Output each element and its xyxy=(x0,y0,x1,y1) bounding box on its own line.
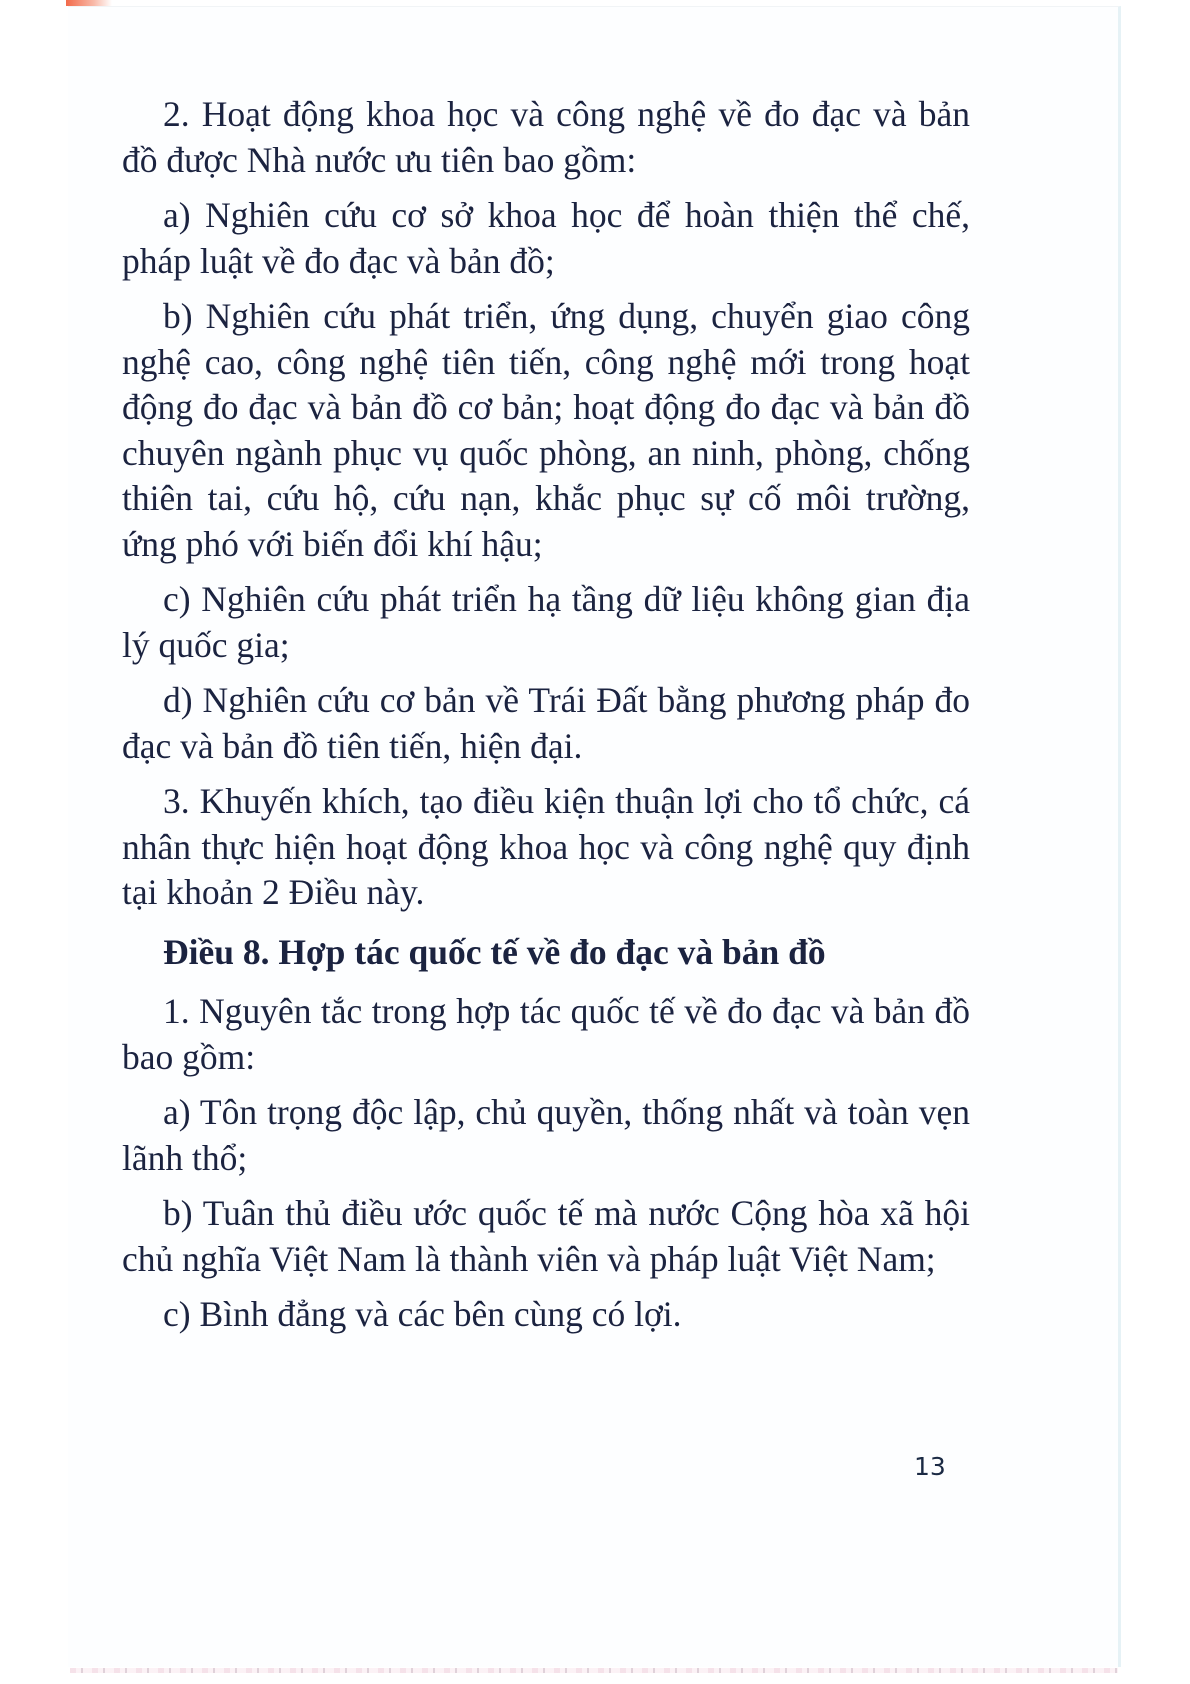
paragraph-article8-clause-1c: c) Bình đẳng và các bên cùng có lợi. xyxy=(163,1294,682,1334)
paragraph-article8-clause-1: 1. Nguyên tắc trong hợp tác quốc tế về đo đạc và bản đồ bao gồm: xyxy=(122,991,970,1077)
page-number: 13 xyxy=(914,1452,946,1481)
paragraph-clause-2: 2. Hoạt động khoa học và công nghệ về đo đạc và bản đồ được Nhà nước ưu tiên bao gồm: xyxy=(122,94,970,180)
paragraph-clause-2d: d) Nghiên cứu cơ bản về Trái Đất bằng phương pháp đo đạc và bản đồ tiên tiến, hiện đại. xyxy=(122,680,970,766)
paragraph-article8-clause-1a: a) Tôn trọng độc lập, chủ quyền, thống nhất và toàn vẹn lãnh thổ; xyxy=(122,1092,970,1178)
article-heading: Điều 8. Hợp tác quốc tế về đo đạc và bản đồ xyxy=(163,931,826,972)
paragraph-clause-2a: a) Nghiên cứu cơ sở khoa học để hoàn thiện thể chế, pháp luật về đo đạc và bản đồ; xyxy=(122,195,970,281)
paragraph-clause-3: 3. Khuyến khích, tạo điều kiện thuận lợi cho tổ chức, cá nhân thực hiện hoạt động khoa học và công nghệ quy định tại khoản 2 Điều này. xyxy=(122,781,970,912)
paragraph-article8-clause-1b: b) Tuân thủ điều ước quốc tế mà nước Cộng hòa xã hội chủ nghĩa Việt Nam là thành viên và pháp luật Việt Nam; xyxy=(122,1193,970,1279)
paragraph-clause-2b: b) Nghiên cứu phát triển, ứng dụng, chuyển giao công nghệ cao, công nghệ tiên tiến, công nghệ mới trong hoạt động đo đạc và bản đồ cơ bản; hoạt động đo đạc và bản đồ chuyên ngành phục vụ quốc phòng, an ninh, phòng, chống thiên tai, cứu hộ, cứu nạn, khắc phục sự cố môi trường, ứng phó với biến đổi khí hậu; xyxy=(122,296,970,564)
scan-bottom-edge xyxy=(70,1668,1118,1673)
paragraph-clause-2c: c) Nghiên cứu phát triển hạ tầng dữ liệu không gian địa lý quốc gia; xyxy=(122,579,970,665)
page-content xyxy=(122,92,970,1348)
